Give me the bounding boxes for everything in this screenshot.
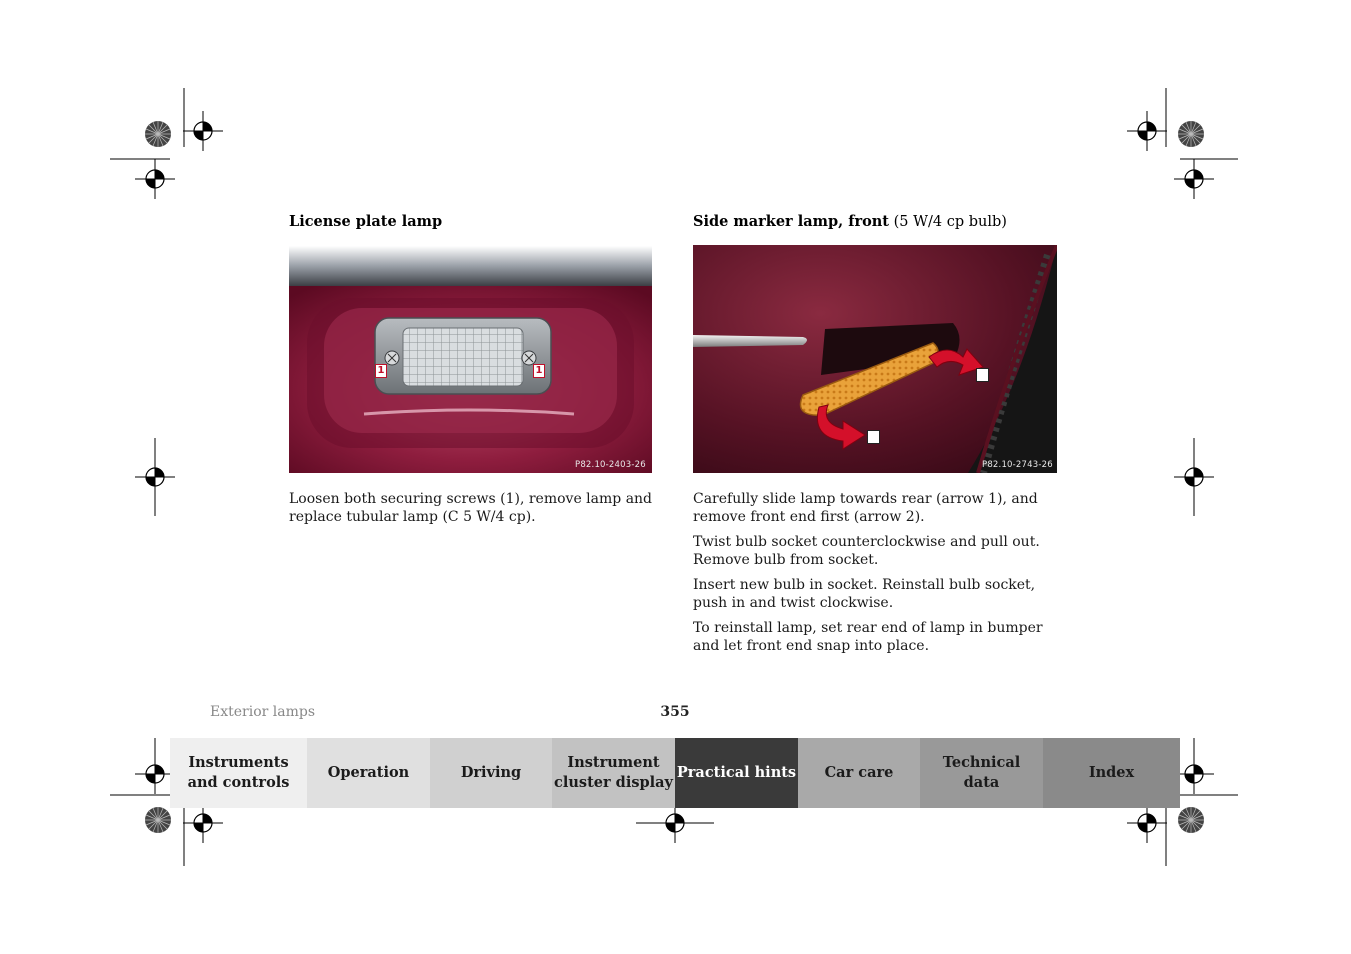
callout-1-right: 1 xyxy=(533,364,545,378)
section-heading-side-marker-lamp: Side marker lamp, front (5 W/4 cp bulb) xyxy=(693,213,1007,230)
callout-1-left: 1 xyxy=(375,364,387,378)
nav-tab-index[interactable]: Index xyxy=(1043,738,1180,808)
paragraph: Carefully slide lamp towards rear (arrow 1), and remove front end first (arrow 2). xyxy=(693,491,1038,525)
callout-box-arrow-2 xyxy=(867,430,880,444)
nav-tab-instrument-cluster-display[interactable]: Instrument cluster display xyxy=(552,738,675,808)
page-number: 355 xyxy=(660,704,690,720)
figure-code: P82.10-2403-26 xyxy=(575,460,646,470)
paragraph: Loosen both securing screws (1), remove lamp and replace tubular lamp (C 5 W/4 cp). xyxy=(289,491,653,525)
section-title: Exterior lamps xyxy=(210,704,316,720)
nav-tab-technical-data[interactable]: Technical data xyxy=(920,738,1043,808)
nav-tab-driving[interactable]: Driving xyxy=(430,738,552,808)
paragraph: To reinstall lamp, set rear end of lamp in bumper and let front end snap into place. xyxy=(693,620,1043,654)
nav-tab-car-care[interactable]: Car care xyxy=(798,738,920,808)
side-marker-lamp-illustration xyxy=(693,245,1057,473)
license-plate-lamp-illustration xyxy=(289,246,652,473)
chapter-navigation xyxy=(170,738,1180,808)
nav-tab-operation[interactable]: Operation xyxy=(307,738,430,808)
section-heading-license-plate-lamp: License plate lamp xyxy=(289,213,443,230)
nav-tab-instruments-and-controls[interactable]: Instruments and controls xyxy=(170,738,307,808)
figure-code: P82.10-2743-26 xyxy=(982,460,1053,470)
right-instructions xyxy=(693,491,1061,663)
paragraph: Insert new bulb in socket. Reinstall bulb socket, push in and twist clockwise. xyxy=(693,577,1036,611)
paragraph: Twist bulb socket counterclockwise and pull out. Remove bulb from socket. xyxy=(693,534,1040,568)
nav-tab-practical-hints[interactable]: Practical hints xyxy=(675,738,798,808)
left-instructions xyxy=(289,491,654,534)
callout-box-arrow-1 xyxy=(976,368,989,382)
